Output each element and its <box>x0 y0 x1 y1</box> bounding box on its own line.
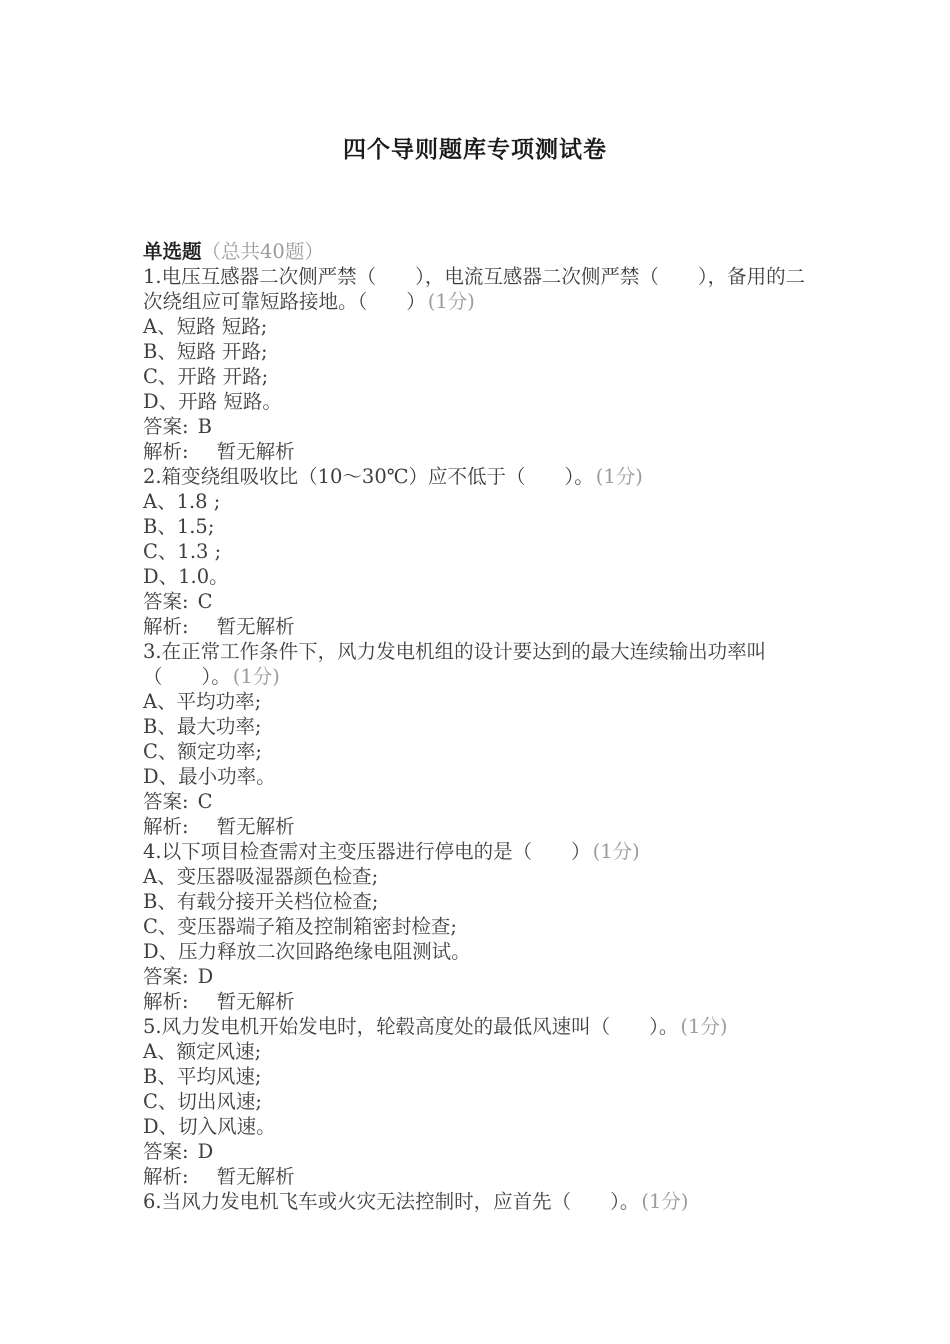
option-line: C、变压器端子箱及控制箱密封检查; <box>143 915 457 938</box>
question-block <box>143 264 815 464</box>
option-line: B、有载分接开关档位检查; <box>143 890 379 913</box>
question-block <box>143 839 815 1014</box>
answer-line <box>143 964 815 989</box>
answer-value: B <box>197 415 212 438</box>
answer-line <box>143 589 815 614</box>
answer-value: D <box>197 965 214 988</box>
question-block <box>143 464 815 639</box>
question-block <box>143 639 815 839</box>
section-header <box>143 239 815 264</box>
answer-label: 答案: <box>143 415 189 438</box>
question-list <box>143 239 815 1214</box>
option-line: A、变压器吸湿器颜色检查; <box>143 865 379 888</box>
analysis-label: 解析: <box>143 815 189 838</box>
analysis-line <box>143 1164 815 1189</box>
option-line: B、最大功率; <box>143 715 262 738</box>
analysis-value: 暂无解析 <box>216 440 295 463</box>
option-line: C、1.3 ; <box>143 540 222 563</box>
answer-value: D <box>197 1140 214 1163</box>
option-line: D、切入风速。 <box>143 1115 276 1138</box>
option-line: D、开路 短路。 <box>143 390 282 413</box>
option-line: A、额定风速; <box>143 1040 262 1063</box>
analysis-line <box>143 989 815 1014</box>
option-line: A、短路 短路; <box>143 315 268 338</box>
answer-value: C <box>197 790 213 813</box>
answer-label: 答案: <box>143 965 189 988</box>
question-score: (1分) <box>641 1190 689 1213</box>
analysis-line <box>143 614 815 639</box>
option-line: C、开路 开路; <box>143 365 269 388</box>
analysis-line <box>143 814 815 839</box>
analysis-line <box>143 439 815 464</box>
option-line: B、1.5; <box>143 515 215 538</box>
option-line: D、最小功率。 <box>143 765 276 788</box>
analysis-label: 解析: <box>143 990 189 1013</box>
question-stem: 3.在正常工作条件下，风力发电机组的设计要达到的最大连续输出功率叫（ ）。 (1分) <box>143 640 767 688</box>
question-score: (1分) <box>427 290 475 313</box>
question-stem: 4.以下项目检查需对主变压器进行停电的是（ ） (1分) <box>143 840 640 863</box>
answer-line <box>143 789 815 814</box>
option-line: A、平均功率; <box>143 690 262 713</box>
answer-label: 答案: <box>143 790 189 813</box>
answer-label: 答案: <box>143 590 189 613</box>
analysis-value: 暂无解析 <box>216 815 295 838</box>
question-stem: 6.当风力发电机飞车或火灾无法控制时，应首先（ ）。 (1分) <box>143 1190 689 1213</box>
question-score: (1分) <box>595 465 643 488</box>
page-title: 四个导则题库专项测试卷 <box>343 136 607 163</box>
option-line: C、额定功率; <box>143 740 262 763</box>
analysis-label: 解析: <box>143 1165 189 1188</box>
question-score: (1分) <box>592 840 640 863</box>
question-stem: 5.风力发电机开始发电时，轮毂高度处的最低风速叫（ ）。 (1分) <box>143 1015 728 1038</box>
option-line: B、平均风速; <box>143 1065 262 1088</box>
section-type-label: 单选题 <box>143 240 202 263</box>
analysis-value: 暂无解析 <box>216 1165 295 1188</box>
answer-line <box>143 1139 815 1164</box>
analysis-value: 暂无解析 <box>216 990 295 1013</box>
option-line: D、压力释放二次回路绝缘电阻测试。 <box>143 940 471 963</box>
question-stem: 2.箱变绕组吸收比（10～30℃）应不低于（ ）。 (1分) <box>143 465 643 488</box>
question-stem: 1.电压互感器二次侧严禁（ ），电流互感器二次侧严禁（ ），备用的二次绕组应可靠短路接地。（ ） (1分) <box>143 265 806 313</box>
analysis-label: 解析: <box>143 440 189 463</box>
option-line: B、短路 开路; <box>143 340 268 363</box>
analysis-value: 暂无解析 <box>216 615 295 638</box>
section-count-label: （总共40题） <box>201 240 324 263</box>
question-score: (1分) <box>680 1015 728 1038</box>
option-line: A、1.8 ; <box>143 490 221 513</box>
analysis-label: 解析: <box>143 615 189 638</box>
question-score: (1分) <box>232 665 280 688</box>
option-line: D、1.0。 <box>143 565 229 588</box>
answer-value: C <box>197 590 213 613</box>
answer-line <box>143 414 815 439</box>
question-block <box>143 1189 815 1214</box>
question-block <box>143 1014 815 1189</box>
option-line: C、切出风速; <box>143 1090 262 1113</box>
answer-label: 答案: <box>143 1140 189 1163</box>
